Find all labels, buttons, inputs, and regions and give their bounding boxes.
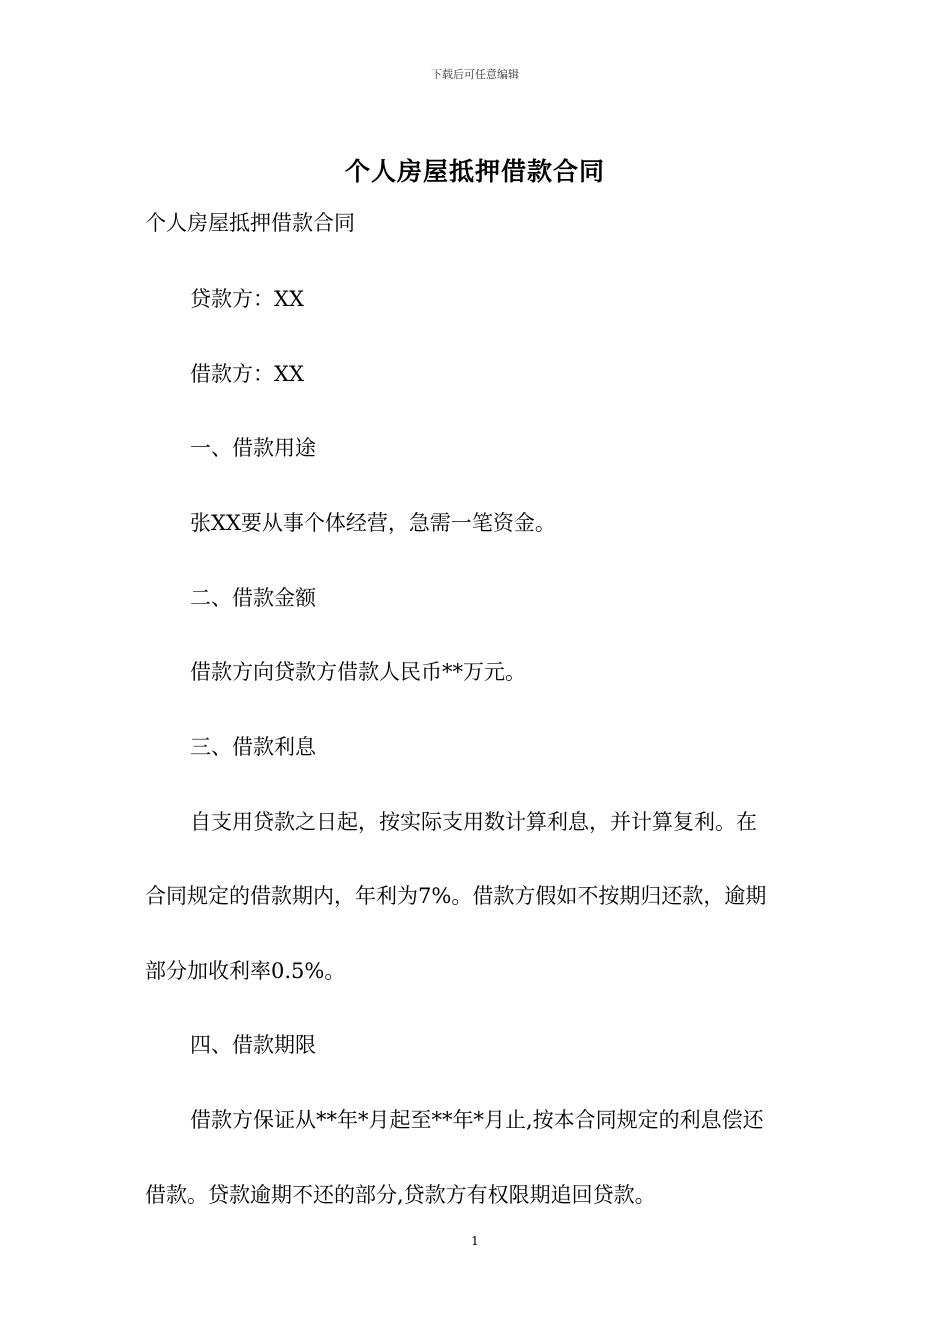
page-number: 1 (471, 1234, 479, 1248)
paragraph-interest-line-2: 合同规定的借款期内，年利为7%。借款方假如不按期归还款，逾期 (145, 884, 767, 908)
borrower-line: 借款方：XX (190, 362, 304, 386)
section-heading-amount: 二、借款金额 (190, 586, 316, 610)
section-heading-purpose: 一、借款用途 (190, 436, 316, 460)
paragraph-purpose: 张XX要从事个体经营，急需一笔资金。 (190, 511, 556, 535)
paragraph-term-line-2: 借款。贷款逾期不还的部分,贷款方有权限期追回贷款。 (145, 1183, 656, 1207)
document-title: 个人房屋抵押借款合同 (344, 157, 605, 186)
lender-line: 贷款方：XX (190, 287, 304, 311)
paragraph-interest-line-3: 部分加收利率0.5%。 (145, 959, 346, 983)
paragraph-term-line-1: 借款方保证从**年*月起至**年*月止,按本合同规定的利息偿还 (190, 1108, 764, 1132)
section-heading-term: 四、借款期限 (190, 1033, 316, 1057)
paragraph-amount: 借款方向贷款方借款人民币**万元。 (190, 660, 526, 684)
paragraph-interest-line-1: 自支用贷款之日起，按实际支用数计算利息，并计算复利。在 (190, 810, 757, 834)
section-heading-interest: 三、借款利息 (190, 735, 316, 759)
subtitle-line: 个人房屋抵押借款合同 (145, 211, 355, 235)
header-note: 下载后可任意编辑 (431, 68, 519, 81)
